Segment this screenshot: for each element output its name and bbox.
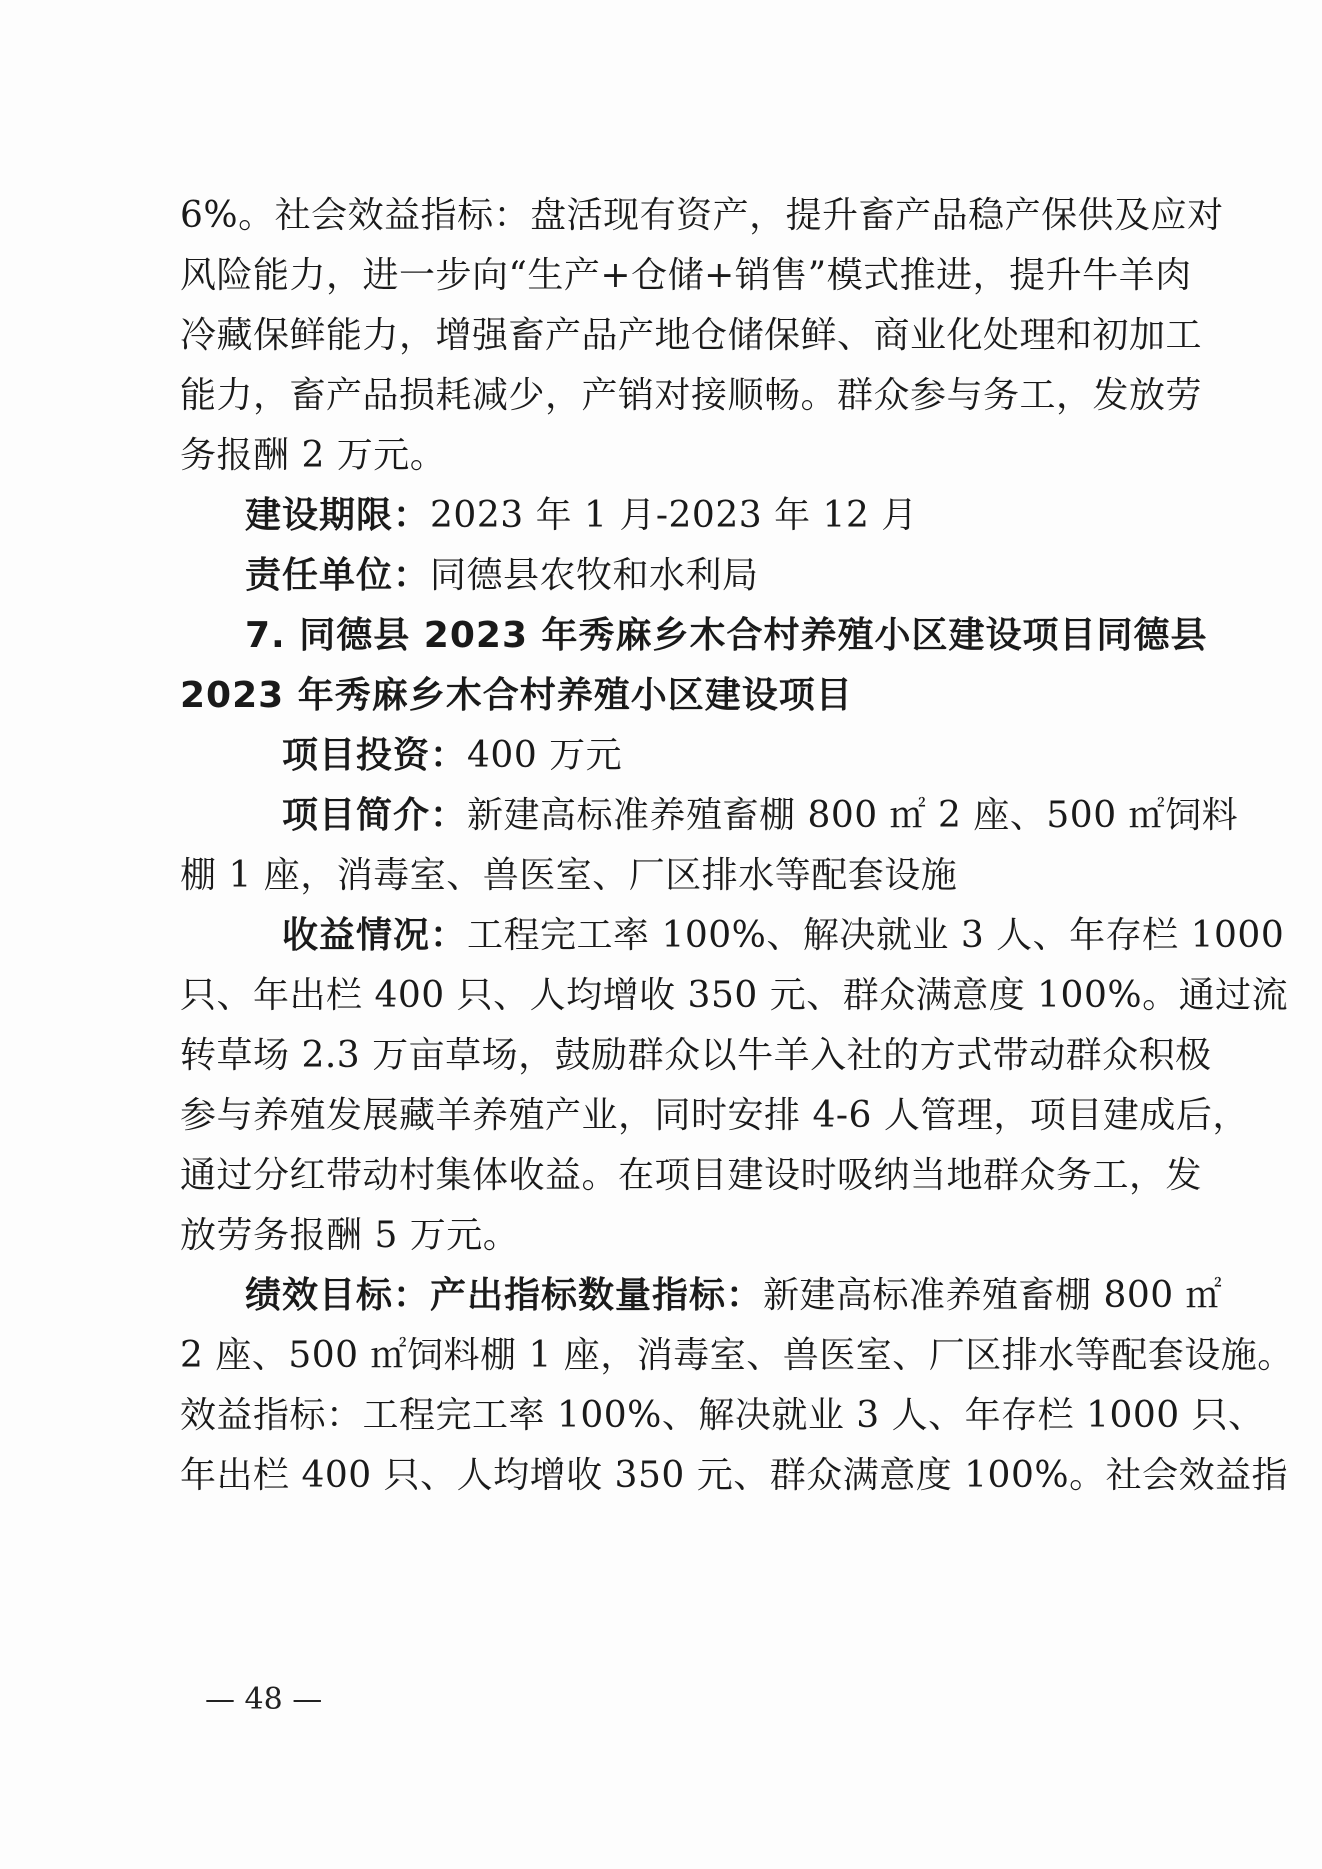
perf-label: 绩效目标：产出指标数量指标： (245, 1275, 764, 1316)
paragraph-line: 只、年出栏 400 只、人均增收 350 元、群众满意度 100%。通过流 (180, 975, 1289, 1016)
paragraph-line: 冷藏保鲜能力，增强畜产品产地仓储保鲜、商业化处理和初加工 (180, 315, 1203, 356)
invest-label: 项目投资： (282, 735, 468, 776)
responsible-unit (245, 556, 1140, 596)
intro-label: 项目简介： (282, 795, 468, 836)
paragraph-line: 棚 1 座，消毒室、兽医室、厂区排水等配套设施 (180, 855, 958, 896)
paragraph-line: 参与养殖发展藏羊养殖产业，同时安排 4-6 人管理，项目建成后， (180, 1095, 1249, 1136)
unit-value: 同德县农牧和水利局 (430, 555, 759, 596)
paragraph-line: 放劳务报酬 5 万元。 (180, 1215, 520, 1256)
perf-text: 新建高标准养殖畜棚 800 ㎡ (763, 1275, 1223, 1316)
period-label: 建设期限： (245, 495, 431, 536)
project-intro (282, 795, 1239, 836)
paragraph-line: 转草场 2.3 万亩草场，鼓励群众以牛羊入社的方式带动群众积极 (180, 1035, 1212, 1076)
paragraph-line: 通过分红带动村集体收益。在项目建设时吸纳当地群众务工，发 (180, 1155, 1203, 1196)
unit-label: 责任单位： (245, 555, 431, 596)
construction-period (245, 496, 1140, 536)
paragraph-line: 2 座、500 ㎡饲料棚 1 座，消毒室、兽医室、厂区排水等配套设施。 (180, 1335, 1294, 1376)
performance-goals (245, 1275, 1223, 1316)
paragraph-line: 年出栏 400 只、人均增收 350 元、群众满意度 100%。社会效益指 (180, 1455, 1289, 1496)
invest-value: 400 万元 (467, 735, 623, 776)
intro-text: 新建高标准养殖畜棚 800 ㎡ 2 座、500 ㎡饲料 (467, 795, 1239, 836)
page-number: — 48 — (205, 1682, 323, 1717)
section-heading: 7. 同德县 2023 年秀麻乡木合村养殖小区建设项目同德县 (245, 615, 1208, 656)
paragraph-line: 6%。社会效益指标：盘活现有资产，提升畜产品稳产保供及应对 (180, 195, 1224, 236)
period-value: 2023 年 1 月-2023 年 12 月 (430, 495, 918, 536)
project-investment (282, 736, 1177, 776)
section-heading-cont: 2023 年秀麻乡木合村养殖小区建设项目 (180, 675, 853, 716)
benefit-text: 工程完工率 100%、解决就业 3 人、年存栏 1000 (467, 915, 1285, 956)
paragraph-line: 能力，畜产品损耗减少，产销对接顺畅。群众参与务工，发放劳 (180, 375, 1203, 416)
paragraph-line: 风险能力，进一步向“生产+仓储+销售”模式推进，提升牛羊肉 (180, 255, 1192, 296)
benefit-label: 收益情况： (282, 915, 468, 956)
paragraph-line: 务报酬 2 万元。 (180, 435, 447, 476)
paragraph-line: 效益指标：工程完工率 100%、解决就业 3 人、年存栏 1000 只、 (180, 1395, 1265, 1436)
benefit-info (282, 915, 1285, 956)
